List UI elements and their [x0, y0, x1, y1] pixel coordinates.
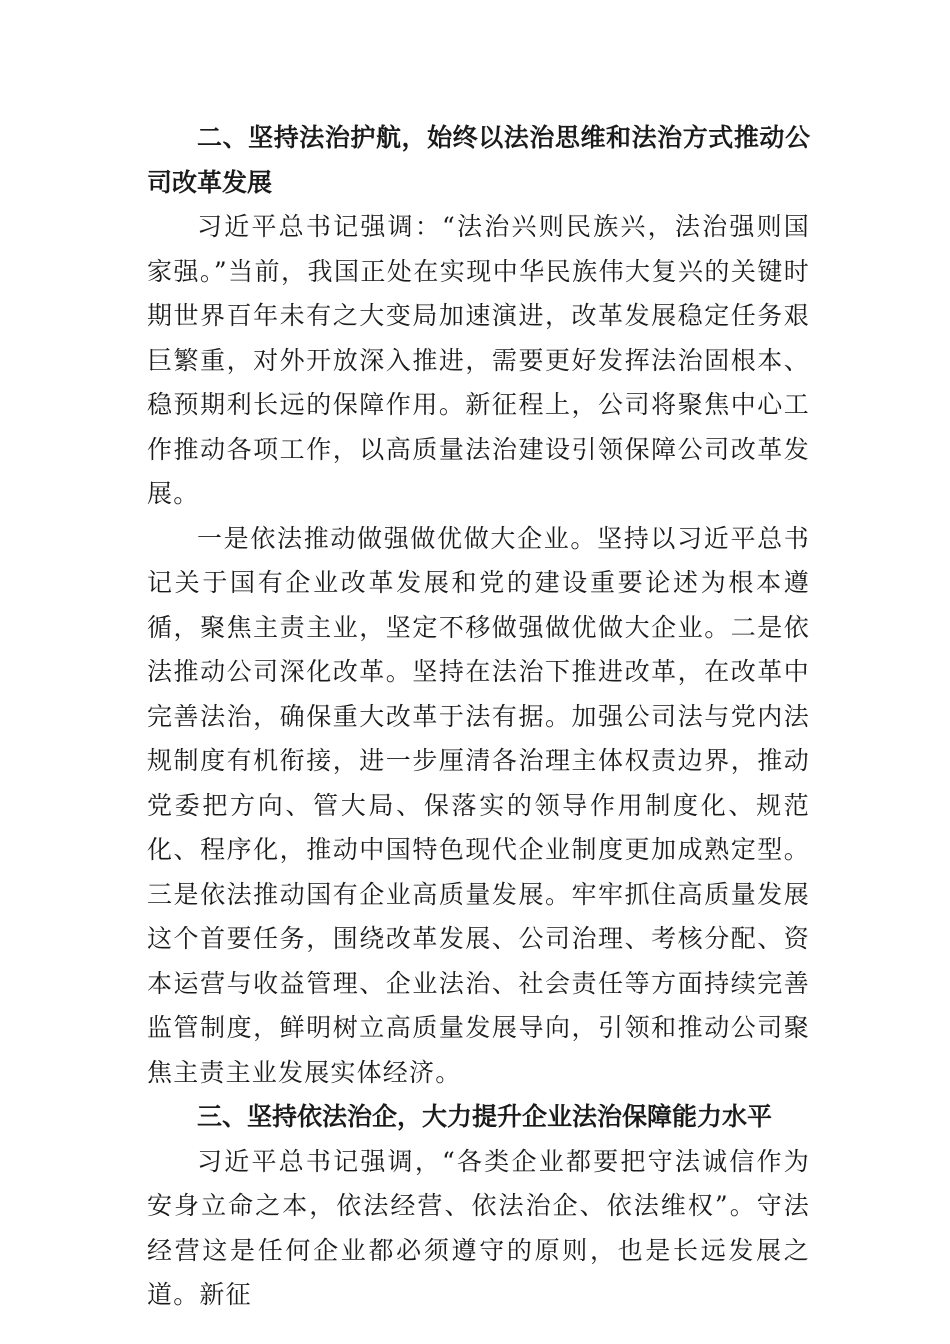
document-body	[147, 116, 810, 1318]
section-3-heading: 三、坚持依法治企，大力提升企业法治保障能力水平	[197, 1102, 773, 1131]
section-2-heading: 二、坚持法治护航，始终以法治思维和法治方式推动公司改革发展	[147, 123, 810, 197]
section-3-paragraph-1: 习近平总书记强调，“各类企业都要把守法诚信作为安身立命之本，依法经营、依法治企、依法维权”。守法经营这是任何企业都必须遵守的原则，也是长远发展之道。新征	[147, 1146, 810, 1309]
section-2-paragraph-2: 一是依法推动做强做优做大企业。坚持以习近平总书记关于国有企业改革发展和党的建设重要论述为根本遵循，聚焦主责主业，坚定不移做强做优做大企业。二是依法推动公司深化改革。坚持在法治下推进改革，在改革中完善法治，确保重大改革于法有据。加强公司法与党内法规制度有机衔接，进一步厘清各治理主体权责边界，推动党委把方向、管大局、保落实的领导作用制度化、规范化、程序化，推动中国特色现代企业制度更加成熟定型。三是依法推动国有企业高质量发展。牢牢抓住高质量发展这个首要任务，围绕改革发展、公司治理、考核分配、资本运营与收益管理、企业法治、社会责任等方面持续完善监管制度，鲜明树立高质量发展导向，引领和推动公司聚焦主责主业发展实体经济。	[147, 523, 810, 1087]
section-2-paragraph-1: 习近平总书记强调：“法治兴则民族兴，法治强则国家强。”当前，我国正处在实现中华民族伟大复兴的关键时期世界百年未有之大变局加速演进，改革发展稳定任务艰巨繁重，对外开放深入推进，需要更好发挥法治固根本、稳预期利长远的保障作用。新征程上，公司将聚焦中心工作推动各项工作，以高质量法治建设引领保障公司改革发展。	[147, 212, 810, 508]
